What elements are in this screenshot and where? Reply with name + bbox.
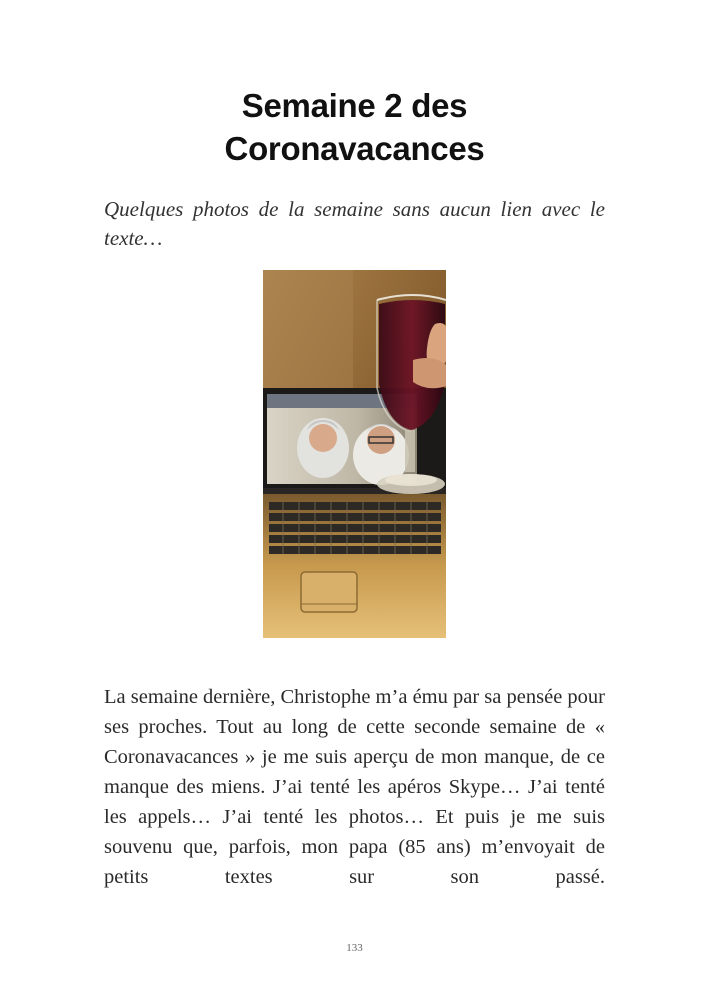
body-paragraph: La semaine dernière, Christophe m’a ému par sa pensée pour ses proches. Tout au long de cette seconde semaine de « Coronavacances » je me suis aperçu de mon manque, de ce manque des miens. J’ai tenté les apéros Skype… J’ai tenté les appels… J’ai tenté les photos… Et puis je me suis souvenu que, parfois, mon papa (85 ans) m’envoyait de petits textes sur son passé. — [104, 686, 605, 888]
page-number: 133 — [346, 942, 363, 954]
page-title-line-1: Semaine 2 des — [241, 87, 468, 124]
page-title — [104, 84, 605, 170]
photo-caption: Quelques photos de la semaine sans aucun lien avec le texte… — [104, 197, 605, 250]
photo-video-call-wine-glass-icon — [263, 270, 446, 638]
page-title-line-2: Coronavacances — [224, 130, 485, 167]
